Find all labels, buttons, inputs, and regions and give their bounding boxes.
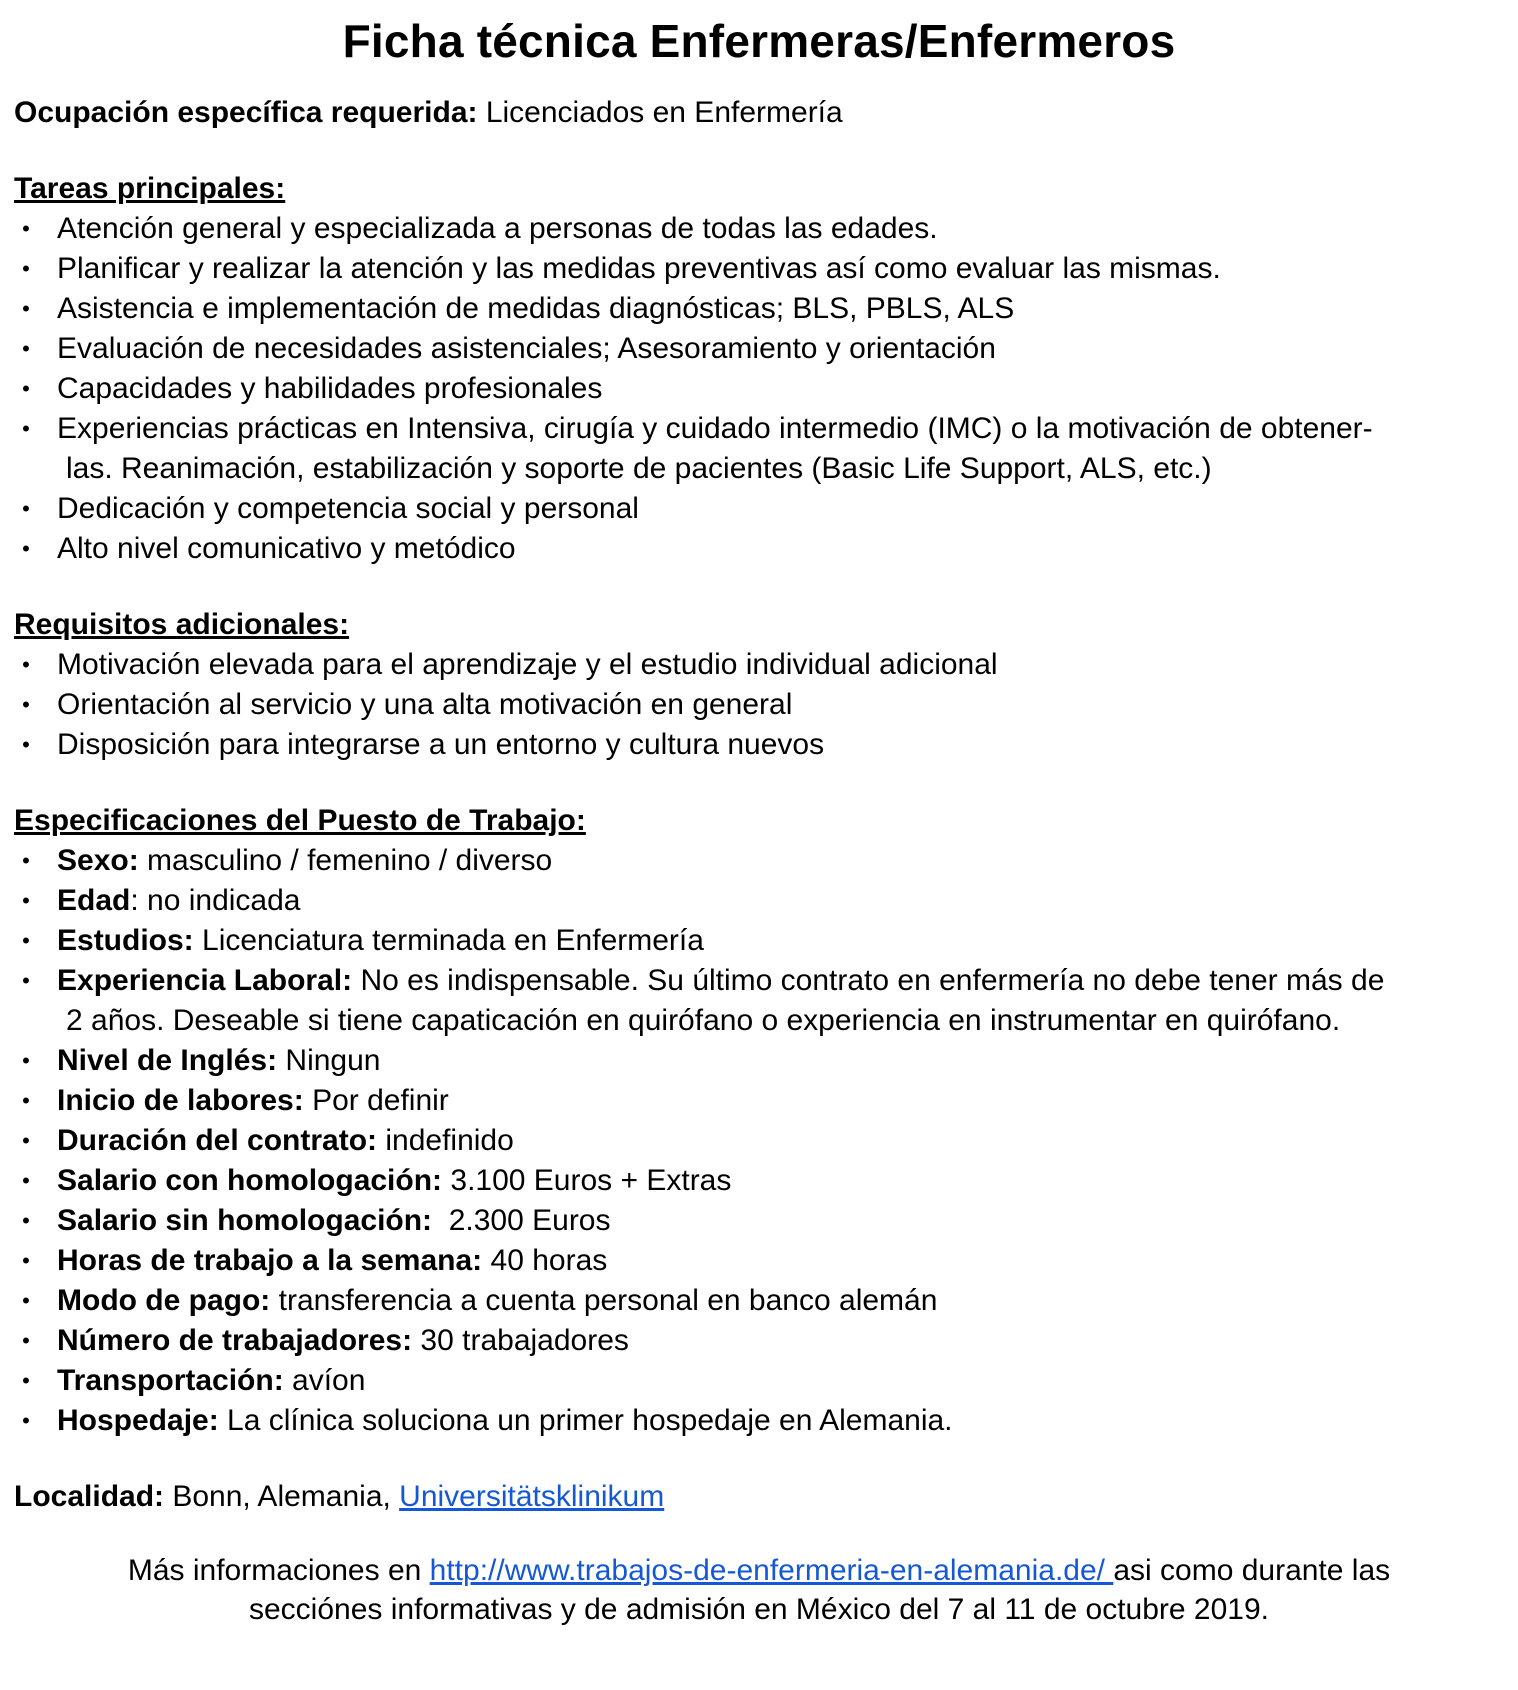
spec-value: Licenciatura terminada en Enfermería <box>193 924 704 957</box>
list-item-text: Dedicación y competencia social y personal <box>57 492 639 525</box>
spec-value: transferencia a cuenta personal en banco alemán <box>270 1284 938 1317</box>
bullet-icon: • <box>22 1288 30 1313</box>
website-link[interactable]: http://www.trabajos-de-enfermeria-en-alemania.de/ <box>429 1554 1114 1587</box>
bullet-icon: • <box>22 1168 30 1193</box>
spec-label: Salario sin homologación: <box>57 1204 433 1237</box>
occupation-line <box>14 93 1504 133</box>
bullet-icon: • <box>22 652 30 677</box>
spec-label: Transportación: <box>57 1364 284 1397</box>
bullet-icon: • <box>22 1128 30 1153</box>
spec-value: 30 trabajadores <box>412 1324 629 1357</box>
spec-value: 2.300 Euros <box>432 1204 611 1237</box>
list-item-continuation: las. Reanimación, estabilización y soporte de pacientes (Basic Life Support, ALS, etc.) <box>66 452 1212 485</box>
spec-item <box>14 1281 1504 1321</box>
list-item-text: Alto nivel comunicativo y metódico <box>57 532 516 565</box>
list-item-text: Planificar y realizar la atención y las medidas preventivas así como evaluar las mismas. <box>57 252 1221 285</box>
spec-value: indefinido <box>377 1124 514 1157</box>
spec-item <box>14 1321 1504 1361</box>
spec-value: masculino / femenino / diverso <box>138 844 553 877</box>
spec-value: avíon <box>283 1364 366 1397</box>
spec-item <box>14 1081 1504 1121</box>
list-item-text: Disposición para integrarse a un entorno y cultura nuevos <box>57 728 825 761</box>
bullet-icon: • <box>22 336 30 361</box>
spec-item <box>14 1241 1504 1281</box>
spec-label: Edad <box>57 884 131 917</box>
list-item <box>14 289 1504 329</box>
list-item <box>14 685 1504 725</box>
bullet-icon: • <box>22 1048 30 1073</box>
spec-label: Estudios: <box>57 924 194 957</box>
bullet-icon: • <box>22 256 30 281</box>
list-item <box>14 409 1504 489</box>
spec-label: Experiencia Laboral: <box>57 964 353 997</box>
spec-item <box>14 921 1504 961</box>
footer-line-2: secciónes informativas y de admisión en México del 7 al 11 de octubre 2019. <box>248 1593 1269 1626</box>
spec-item <box>14 1041 1504 1081</box>
bullet-icon: • <box>22 888 30 913</box>
spec-value: Ningun <box>277 1044 381 1077</box>
list-item <box>14 489 1504 529</box>
spec-value: La clínica soluciona un primer hospedaje en Alemania. <box>218 1404 953 1437</box>
spec-label: Hospedaje: <box>57 1404 219 1437</box>
spec-label: Sexo: <box>57 844 139 877</box>
list-item-text: Asistencia e implementación de medidas diagnósticas; BLS, PBLS, ALS <box>57 292 1015 325</box>
list-item-text: Orientación al servicio y una alta motivación en general <box>57 688 793 721</box>
list-item-text: Experiencias prácticas en Intensiva, cirugía y cuidado intermedio (IMC) o la motivación de obtener- <box>57 412 1373 445</box>
especificaciones-list <box>14 841 1504 1441</box>
footer-line-1 <box>14 1551 1504 1590</box>
spec-item <box>14 1161 1504 1201</box>
footer-prefix: Más informaciones en <box>127 1554 430 1587</box>
spec-label: Salario con homologación: <box>57 1164 443 1197</box>
spec-label: Horas de trabajo a la semana: <box>57 1244 483 1277</box>
especificaciones-heading: Especificaciones del Puesto de Trabajo: <box>14 804 586 837</box>
spec-item <box>14 841 1504 881</box>
bullet-icon: • <box>22 376 30 401</box>
list-item-text: Motivación elevada para el aprendizaje y el estudio individual adicional <box>57 648 998 681</box>
spec-label: Modo de pago: <box>57 1284 271 1317</box>
bullet-icon: • <box>22 968 30 993</box>
requisitos-list <box>14 645 1504 765</box>
localidad-line <box>14 1477 1504 1517</box>
spec-continuation: 2 años. Deseable si tiene capaticación en quirófano o experiencia en instrumentar en quirófano. <box>66 1004 1341 1037</box>
spec-label: Inicio de labores: <box>57 1084 304 1117</box>
list-item <box>14 645 1504 685</box>
universitatsklinikum-link[interactable]: Universitätsklinikum <box>399 1480 665 1513</box>
bullet-icon: • <box>22 216 30 241</box>
spec-item <box>14 1361 1504 1401</box>
footer-suffix: asi como durante las <box>1113 1554 1391 1587</box>
occupation-label: Ocupación específica requerida: <box>14 96 478 129</box>
localidad-value: Bonn, Alemania, <box>164 1480 400 1513</box>
spec-value: 3.100 Euros + Extras <box>442 1164 732 1197</box>
spec-label: Duración del contrato: <box>57 1124 378 1157</box>
spec-value: No es indispensable. Su último contrato en enfermería no debe tener más de <box>352 964 1385 997</box>
list-item <box>14 209 1504 249</box>
list-item <box>14 369 1504 409</box>
spec-item <box>14 961 1504 1041</box>
list-item <box>14 725 1504 765</box>
bullet-icon: • <box>22 928 30 953</box>
bullet-icon: • <box>22 1248 30 1273</box>
tareas-heading: Tareas principales: <box>14 172 286 205</box>
list-item-text: Atención general y especializada a personas de todas las edades. <box>57 212 938 245</box>
requisitos-heading: Requisitos adicionales: <box>14 608 350 641</box>
spec-label: Número de trabajadores: <box>57 1324 413 1357</box>
bullet-icon: • <box>22 732 30 757</box>
list-item <box>14 329 1504 369</box>
list-item <box>14 249 1504 289</box>
occupation-value: Licenciados en Enfermería <box>477 96 843 129</box>
page-title: Ficha técnica Enfermeras/Enfermeros <box>342 15 1176 67</box>
bullet-icon: • <box>22 296 30 321</box>
bullet-icon: • <box>22 1368 30 1393</box>
bullet-icon: • <box>22 1208 30 1233</box>
list-item-text: Evaluación de necesidades asistenciales; Asesoramiento y orientación <box>57 332 996 365</box>
bullet-icon: • <box>22 1408 30 1433</box>
bullet-icon: • <box>22 848 30 873</box>
bullet-icon: • <box>22 416 30 441</box>
spec-item <box>14 1401 1504 1441</box>
list-item-text: Capacidades y habilidades profesionales <box>57 372 603 405</box>
localidad-label: Localidad: <box>14 1480 165 1513</box>
bullet-icon: • <box>22 1088 30 1113</box>
bullet-icon: • <box>22 1328 30 1353</box>
spec-label: Nivel de Inglés: <box>57 1044 278 1077</box>
spec-value: 40 horas <box>482 1244 608 1277</box>
spec-item <box>14 1201 1504 1241</box>
spec-item <box>14 1121 1504 1161</box>
spec-value: Por definir <box>303 1084 449 1117</box>
spec-value: : no indicada <box>130 884 301 917</box>
bullet-icon: • <box>22 692 30 717</box>
spec-item <box>14 881 1504 921</box>
list-item <box>14 529 1504 569</box>
tareas-list <box>14 209 1504 569</box>
bullet-icon: • <box>22 536 30 561</box>
bullet-icon: • <box>22 496 30 521</box>
